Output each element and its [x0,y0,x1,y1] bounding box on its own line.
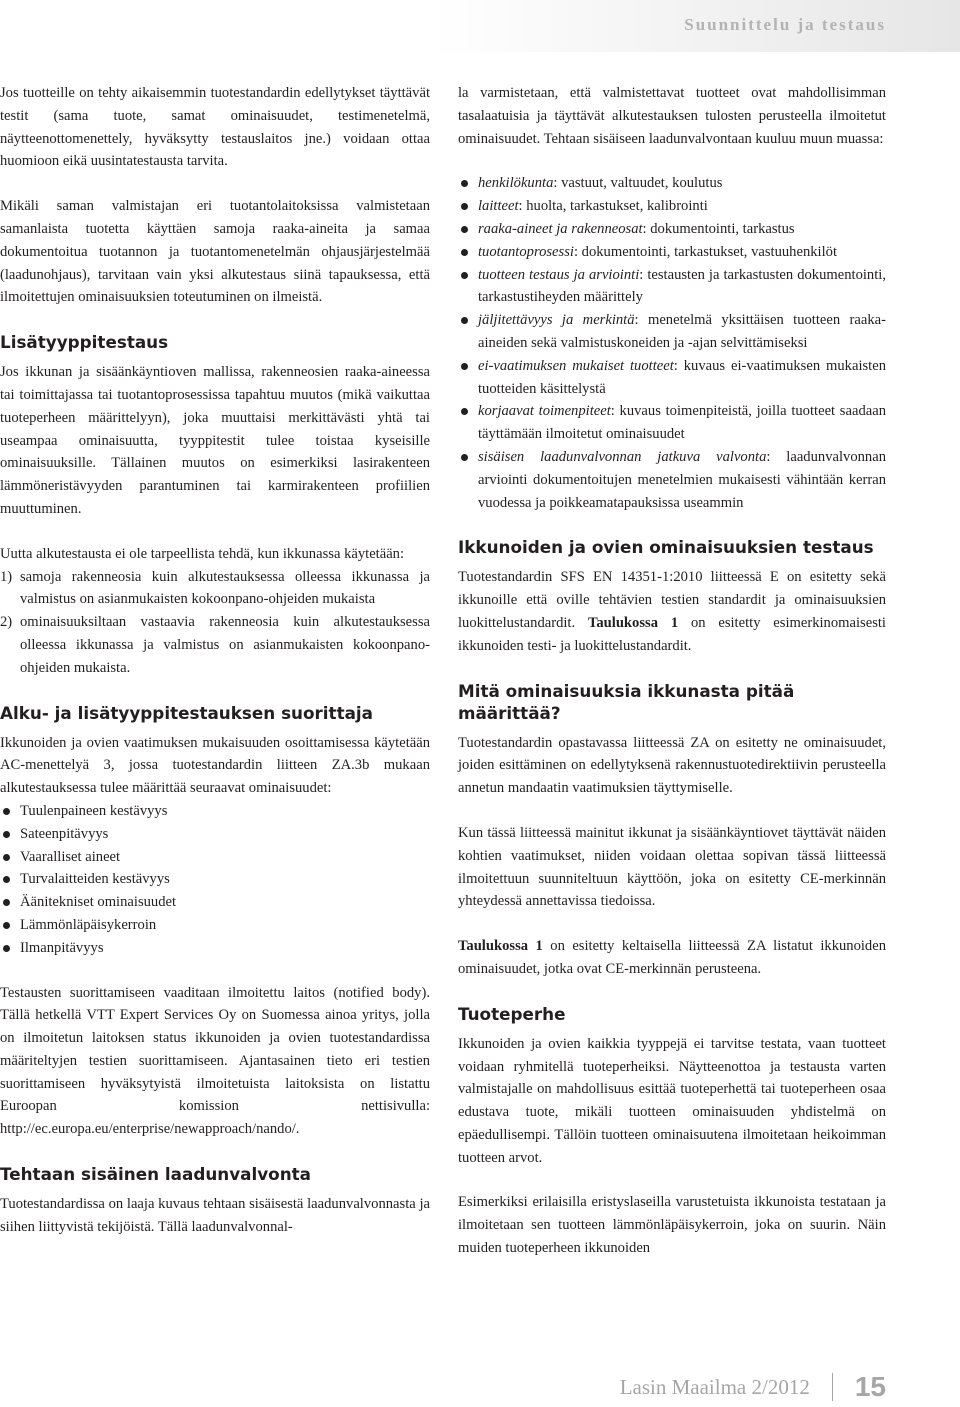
heading-ominaisuuksien-testaus: Ikkunoiden ja ovien ominaisuuksien testaus [458,537,874,558]
list-text: : testausten ja tarkastusten dokumentointi, tarkastustiheyden määrittely [478,266,886,306]
list-item [458,195,886,218]
list-item [458,241,886,264]
footer-divider [832,1373,833,1401]
list-text: : laadunvalvonnan arviointi dokumentoitujen menetelmien mukaisesti vähintään kerran vuodessa ja poikkeamatapauksissa useammin [478,448,886,511]
list-term: ei-vaatimuksen mukaiset tuotteet [478,357,674,374]
quality-control-list [458,172,886,514]
paragraph: Uutta alkutestausta ei ole tarpeellista tehdä, kun ikkunassa käytetään: [0,545,405,562]
section-label: Suunnittelu ja testaus [684,15,886,34]
list-term: henkilökunta [478,175,554,192]
list-term: tuotantoprosessi [478,243,574,260]
paragraph-text: on esitetty esimerkinomaisesti ikkunoiden testi- ja luokittelustandardit. [458,614,886,654]
numbered-list [0,566,430,680]
list-term: tuotteen testaus ja arviointi [478,266,640,283]
list-term: korjaavat toimenpiteet [478,403,611,420]
heading-laadunvalvonta: Tehtaan sisäinen laadunvalvonta [0,1164,312,1185]
paragraph: Esimerkiksi erilaisilla eristyslaseilla varustetuista ikkunoista testataan ja ilmoitetaan sen tuotteen lämmönläpäisykerroin, joka on suurin. Näin muiden tuoteperheen ikkunoiden [458,1194,886,1257]
list-item: Vaaralliset aineet [0,846,430,869]
left-column [0,82,430,1239]
list-number: 1) [0,568,13,585]
list-term: laitteet [478,198,519,215]
page-footer [620,1367,886,1407]
list-item: Tuulenpaineen kestävyys [0,800,430,823]
list-text: : vastuut, valtuudet, koulutus [553,175,723,192]
list-text: : dokumentointi, tarkastukset, vastuuhenkilöt [573,243,838,260]
list-item [0,566,430,612]
paragraph: la varmistetaan, että valmistettavat tuotteet ovat mahdollisimman tasalaatuisia ja täyttävät alkutestauksen tulosten perusteella ilmoitetut ominaisuudet. Tehtaan sisäiseen laadunvalvontaan kuuluu muun muassa: [458,85,886,147]
list-text: : kuvaus ei-vaatimuksen mukaisten tuotteiden käsittelystä [478,357,887,397]
paragraph: Mikäli saman valmistajan eri tuotantolaitoksissa valmistetaan samanlaista tuotetta käyttäen samoja raaka-aineita ja samaa dokumentoitua tuotannon ja tuotantomenetelmän ohjausjärjestelmää (laadunohjaus), tarvitaan vain yksi alkutestaus siinä tapauksessa, että ilmoitettujen ominaisuuksien toteutuminen on ilmeistä. [0,198,430,306]
heading-tuoteperhe: Tuoteperhe [458,1003,566,1024]
list-item [458,218,886,241]
list-item [458,309,886,355]
list-item-text: samoja rakenneosia kuin alkutestauksessa olleessa ikkunassa ja valmistus on asianmukaisten kokoonpano-ohjeiden mukaista [20,568,430,608]
list-item [458,355,886,401]
property-list [0,800,430,960]
list-item [458,446,886,514]
list-item: Sateenpitävyys [0,823,430,846]
list-item [458,264,886,310]
paragraph: Jos tuotteille on tehty aikaisemmin tuotestandardin edellytykset täyttävät testit (sama tuote, samat ominaisuudet, testimenetelmä, näytteenottomenettely, hyväksytty testauslaitos jne.) voidaan ottaa huomioon eikä uusintatestausta tarvita. [0,85,430,170]
right-column [458,82,886,1260]
list-item-text: ominaisuuksiltaan vastaavia rakenneosia kuin alkutestauksessa olleessa ikkunassa ja valmistus on asianmukaisten kokoonpano-ohjeiden mukaista. [20,614,430,676]
paragraph: Testausten suorittamiseen vaaditaan ilmoitettu laitos (notified body). Tällä hetkellä VTT Expert Services Oy on Suomessa ainoa yritys, jolla on ilmoitetun laitoksen status ikkunoiden ja ovien tuotestandardissa määriteltyjen testien suorittamiseen. Ajantasainen tieto eri testien suorittamiseen hyväksytyistä ilmoitetuista laitoksista on listattu Euroopan komission nettisivulla: http://ec.europa.eu/enterprise/newapproach/nando/. [0,984,430,1138]
list-item: Turvalaitteiden kestävyys [0,868,430,891]
paragraph: Kun tässä liitteessä mainitut ikkunat ja sisäänkäyntiovet täyttävät näiden kohtien vaatimukset, niiden voidaan olettaa sopivan tässä liitteessä ilmoitettuun suunniteltuun käyttöön, joka on esitetty CE-merkinnän yhteydessä annettavissa tiedoissa. [458,824,886,910]
list-text: : huolta, tarkastukset, kalibrointi [518,198,708,215]
paragraph-text: Tuotestandardin SFS EN 14351-1:2010 liitteessä E on esitetty sekä ikkunoille että oville tehtävien testien standardit ja ominaisuuksien luokittelustandardit. [458,569,886,631]
list-term: jäljitettävyys ja merkintä [478,312,635,329]
paragraph [458,935,886,981]
list-item: Äänitekniset ominaisuudet [0,891,430,914]
list-item [0,611,430,679]
paragraph: Ikkunoiden ja ovien vaatimuksen mukaisuuden osoittamisessa käytetään AC-menettelyä 3, jossa tuotestandardin liitteen ZA.3b mukaan alkutestauksessa tulee määrittää seuraavat ominaisuudet: [0,734,430,797]
paragraph: Jos ikkunan ja sisäänkäyntioven mallissa, rakenneosien raaka-aineessa tai toimittajassa tai tuotantoprosessissa tapahtuu muutos (mikä vaikuttaa tuoteperheen määrittelyyn), joka muuttaisi merkittävästi yhtä tai useampaa ominaisuutta, tyyppitestit tulee toistaa kyseisille ominaisuuksille. Tällainen muutos on esimerkiksi lasirakenteen lämmöneristävyyden parantuminen tai karmirakenteen profiilien muuttuminen. [0,364,430,517]
magazine-name: Lasin Maailma 2/2012 [619,1374,810,1399]
list-item: Ilmanpitävyys [0,937,430,960]
paragraph: Tuotestandardissa on laaja kuvaus tehtaan sisäisestä laadunvalvonnasta ja siihen liittyvistä tekijöistä. Tällä laadunvalvonnal- [0,1196,430,1235]
paragraph: Tuotestandardin opastavassa liitteessä ZA on esitetty ne ominaisuudet, joiden esittäminen on edellytyksenä rakennustuotedirektiivin perusteella annetun mandaatin vaatimuksien täyttymiselle. [458,734,886,797]
heading-mita-ominaisuuksia: Mitä ominaisuuksia ikkunasta pitää määrittää? [458,680,795,723]
page-number: 15 [854,1371,886,1402]
table-reference: Taulukossa 1 [458,938,543,955]
list-item [458,400,886,446]
paragraph: Ikkunoiden ja ovien kaikkia tyyppejä ei tarvitse testata, vaan tuotteet voidaan ryhmitellä tuoteperheiksi. Näytteenottoa ja testausta varten valmistajalle on mahdollisuus esittää tuoteperhettä tai tuoteperheen osaa edustava tuote, mikäli tuotteen ominaisuuden yhdistelmä on epäedullisempi. Tällöin tuotteen ominaisuutena ilmoitetaan heikoimman tuotteen arvot. [458,1035,886,1166]
list-item [458,172,886,195]
list-text: : kuvaus toimenpiteistä, joilla tuotteet saadaan täyttämään ilmoitetut ominaisuudet [478,403,886,443]
list-text: : menetelmä yksittäisen tuotteen raaka-aineiden sekä valmistuskoneiden ja -ajan selvittämiseksi [478,312,886,351]
list-term: sisäisen laadunvalvonnan jatkuva valvonta [478,448,767,465]
list-number: 2) [0,614,13,631]
heading-suorittaja: Alku- ja lisätyyppitestauksen suorittaja [0,702,374,723]
list-text: : dokumentointi, tarkastus [642,220,795,237]
paragraph [458,566,886,657]
list-item: Lämmönläpäisykerroin [0,914,430,937]
heading-lisatyyppitestaus: Lisätyyppitestaus [0,332,169,353]
table-reference: Taulukossa 1 [587,614,679,631]
list-term: raaka-aineet ja rakenneosat [478,220,643,237]
paragraph-text: on esitetty keltaisella liitteessä ZA listatut ikkunoiden ominaisuudet, jotka ovat CE-merkinnän perusteena. [458,938,887,977]
